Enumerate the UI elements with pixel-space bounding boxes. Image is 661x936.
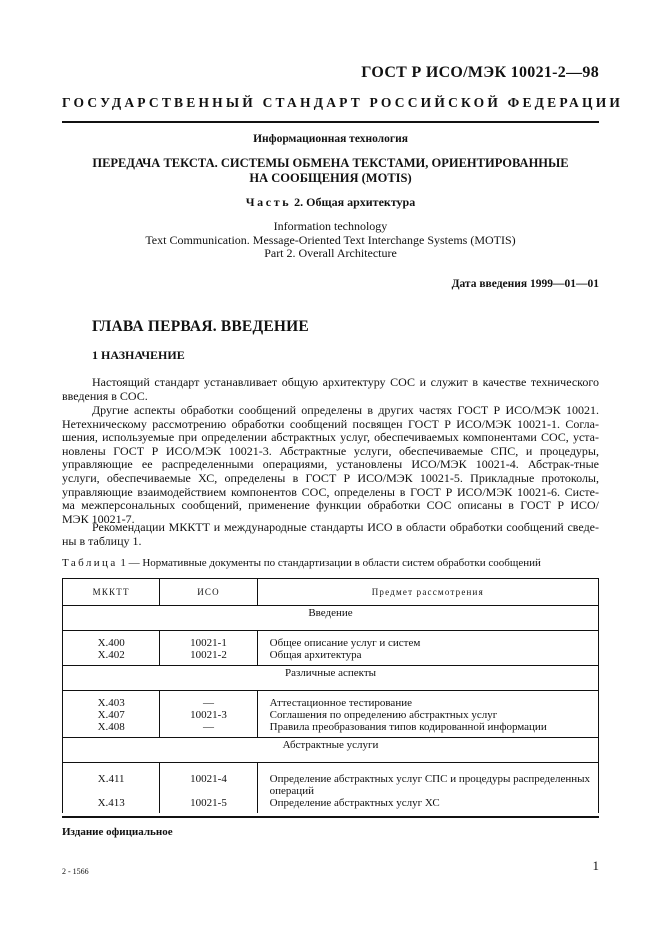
paragraph-line: Рекомендации МККТТ и международные стандарты ИСО в области обработки сообщений сведе- [92,520,599,534]
introduction-date: Дата введения 1999—01—01 [451,278,599,290]
english-line-3: Part 2. Overall Architecture [264,246,397,260]
group-title: Введение [63,606,599,631]
group-title: Абстрактные услуги [63,738,599,763]
english-line-1: Information technology [273,219,388,233]
part-label: Часть [245,195,292,209]
paragraph-line: введения в СОС. [62,388,148,403]
table-row [63,631,599,666]
iso-value: 10021-3 [190,709,227,721]
printing-signature: 2 - 1566 [62,867,89,876]
group-row-introduction [63,606,599,631]
subject-cell [257,763,598,814]
iso-value: 10021-5 [190,797,227,809]
paragraph-line: шения, используемые при определении абстрактных услуг, обеспечиваемых компонентами СОС, уста- [62,430,599,445]
subject-value: Определение абстрактных услуг ХС [269,797,440,809]
paragraph-line: новлены ГОСТ Р ИСО/МЭК 10021-3. Абстрактные услуги, обеспечиваемые СПС, и процедуры, [62,443,599,458]
main-title-line-1: ПЕРЕДАЧА ТЕКСТА. СИСТЕМЫ ОБМЕНА ТЕКСТАМИ, ОРИЕНТИРОВАННЫЕ [92,156,569,170]
ccitt-value: X.408 [97,721,125,733]
subject-line: Информационная технология [253,133,408,145]
english-title [62,220,599,261]
subject-cell [257,691,598,738]
english-line-2: Text Communication. Message-Oriented Text Interchange Systems (MOTIS) [145,232,516,247]
paragraph-line: Другие аспекты обработки сообщений определены в других частях ГОСТ Р ИСО/МЭК 10021. [92,403,599,417]
main-title [62,156,599,186]
paragraph-line: ма межперсональных сообщений, применение функции обработки СОС описаны в ГОСТ Р ИСО/ [62,498,599,513]
paragraph-line: управляющие ее распределенными операциями, установлены ИСО/МЭК 10021-4. Абстрак-тные [62,457,599,472]
part-title [62,195,599,210]
subject-value: Общая архитектура [269,649,362,661]
ccitt-value: X.407 [97,709,125,721]
ccitt-cell [63,691,160,738]
subject-value: Определение абстрактных услуг СПС и процедуры распределенных [269,773,590,785]
document-code: ГОСТ Р ИСО/МЭК 10021-2—98 [361,64,599,81]
table-row [63,763,599,814]
iso-value: 10021-2 [190,649,227,661]
chapter-heading: ГЛАВА ПЕРВАЯ. ВВЕДЕНИЕ [92,318,309,335]
paragraph-line: услуги, обеспечиваемые ХС, определены в ГОСТ Р ИСО/МЭК 10021-5. Прикладные протоколы, [62,470,599,485]
edition-label: Издание официальное [62,826,173,838]
iso-value [161,785,255,793]
paragraph-line: управляющие взаимодействием компонентов СОС, определены в ГОСТ Р ИСО/МЭК 10021-6. Систе- [62,484,599,499]
subject-value: операций [269,785,314,797]
subject-value: Аттестационное тестирование [269,697,412,709]
part-title-text: 2. Общая архитектура [294,195,416,209]
ccitt-value: X.403 [97,697,125,709]
iso-value: 10021-1 [190,637,227,649]
footer-rule [62,816,599,818]
iso-value: 10021-4 [190,773,227,785]
page-number: 1 [592,858,599,873]
paragraph-1 [62,376,599,403]
iso-value: — [202,721,214,733]
paragraph-line: Нетехническому рассмотрению обработки сообщений посвящен ГОСТ Р ИСО/МЭК 10021-1. Согла- [62,416,599,431]
header-rule [62,121,599,123]
header-iso: ИСО [160,579,257,606]
iso-cell [160,763,257,814]
paragraph-line: ны в таблицу 1. [62,533,142,548]
group-row-various-aspects [63,666,599,691]
ccitt-value [64,785,158,793]
table-caption-text: 1 — Нормативные документы по стандартизации в области систем обработки сообщений [120,557,541,569]
header-ccitt: МККТТ [63,579,160,606]
paragraph-line: Настоящий стандарт устанавливает общую архитектуру СОС и служит в качестве технического [92,375,599,389]
subject-value: Соглашения по определению абстрактных услуг [269,709,498,721]
subject-value: Общее описание услуг и систем [269,637,421,649]
table-header-row [63,579,599,606]
section-heading: 1 НАЗНАЧЕНИЕ [92,348,185,362]
organization-title: ГОСУДАРСТВЕННЫЙ СТАНДАРТ РОССИЙСКОЙ ФЕДЕРАЦИИ [62,95,624,110]
table-caption [62,557,541,569]
table-caption-label: Таблица [62,557,118,569]
ccitt-value: X.413 [97,797,125,809]
group-row-abstract-services [63,738,599,763]
iso-cell [160,691,257,738]
paragraph-line: МЭК 10021-7. [62,511,135,526]
main-title-line-2: НА СООБЩЕНИЯ (MOTIS) [249,171,412,185]
iso-cell [160,631,257,666]
header-subject: Предмет рассмотрения [257,579,598,606]
paragraph-3 [62,521,599,548]
ccitt-value: X.402 [97,649,125,661]
iso-value: — [202,697,214,709]
group-title: Различные аспекты [63,666,599,691]
subject-cell [257,631,598,666]
normative-documents-table [62,578,599,813]
ccitt-value: X.411 [97,773,125,785]
ccitt-value: X.400 [97,637,125,649]
table-row [63,691,599,738]
subject-value: Правила преобразования типов кодированной информации [269,721,547,733]
ccitt-cell [63,763,160,814]
paragraph-2 [62,404,599,526]
ccitt-cell [63,631,160,666]
